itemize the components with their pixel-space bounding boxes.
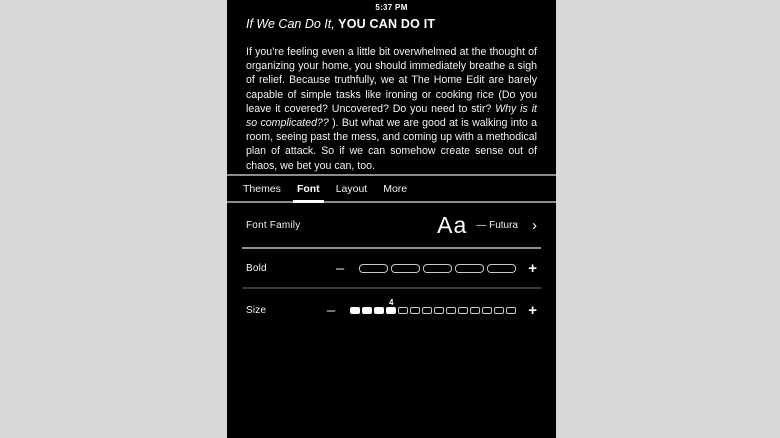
slider-segment[interactable] (362, 307, 372, 314)
slider-segment[interactable] (455, 264, 484, 273)
size-increase-button[interactable]: + (528, 301, 537, 319)
book-title-bold-part: YOU CAN DO IT (338, 17, 436, 31)
bold-label: Bold (246, 262, 267, 274)
bold-slider[interactable] (359, 264, 516, 273)
book-title (246, 17, 537, 31)
settings-tab-bar (227, 174, 556, 203)
paragraph-part-1: If you’re feeling even a little bit overwhelmed at the thought of organizing your home, you should immediately breathe a sigh of relief. Because truthfully, we at The Home Edit are barely capable of simple tasks like ironing or cooking rice (Do you leave it covered? Uncovered? Do you need to stir? (246, 46, 537, 115)
slider-segment[interactable] (434, 307, 444, 314)
chevron-right-icon: › (532, 216, 537, 234)
slider-segment[interactable] (446, 307, 456, 314)
font-family-row[interactable] (227, 203, 556, 247)
book-title-italic-part: If We Can Do It, (246, 17, 339, 31)
slider-segment[interactable] (458, 307, 468, 314)
bold-decrease-button[interactable]: – (335, 259, 345, 277)
slider-segment[interactable] (506, 307, 516, 314)
paragraph-part-3: ). But what we are good at is walking into a room, seeing past the mess, and coming up with a methodical plan of attack. So if we can somehow create sense out of chaos, we bet you can, too. (246, 117, 537, 172)
size-decrease-button[interactable]: – (326, 301, 336, 319)
slider-segment[interactable] (386, 297, 396, 314)
tab-themes[interactable]: Themes (243, 182, 281, 195)
slider-segment[interactable] (398, 307, 408, 314)
font-preview-aa: Aa (437, 211, 468, 238)
size-slider[interactable] (350, 297, 516, 314)
size-label: Size (246, 304, 267, 316)
font-family-value: — Futura (476, 219, 518, 231)
slider-segment[interactable] (350, 307, 360, 314)
bold-increase-button[interactable]: + (528, 259, 537, 277)
tab-layout[interactable]: Layout (335, 182, 368, 195)
slider-segment[interactable] (391, 264, 420, 273)
slider-segment[interactable] (410, 307, 420, 314)
font-family-value-group (437, 212, 537, 239)
status-bar-time: 5:37 PM (375, 2, 408, 12)
status-bar (227, 0, 556, 14)
slider-segment[interactable] (487, 264, 516, 273)
tab-more[interactable]: More (383, 182, 408, 195)
size-controls (326, 297, 537, 319)
kindle-reader-panel (227, 0, 556, 438)
slider-segment[interactable] (423, 264, 452, 273)
paragraph-italic-part: Why is it so complicated?? (246, 102, 537, 130)
slider-segment[interactable] (470, 307, 480, 314)
reading-area[interactable] (227, 14, 556, 174)
slider-value-label: 4 (389, 297, 394, 307)
slider-segment[interactable] (359, 264, 388, 273)
slider-segment[interactable] (374, 307, 384, 314)
font-family-label: Font Family (246, 219, 301, 231)
size-row (227, 289, 556, 331)
slider-segment[interactable] (494, 307, 504, 314)
tab-font[interactable]: Font (297, 176, 320, 201)
slider-segment[interactable] (422, 307, 432, 314)
book-paragraph (246, 45, 537, 173)
bold-row (227, 249, 556, 287)
bold-controls (336, 261, 537, 276)
slider-segment[interactable] (482, 307, 492, 314)
